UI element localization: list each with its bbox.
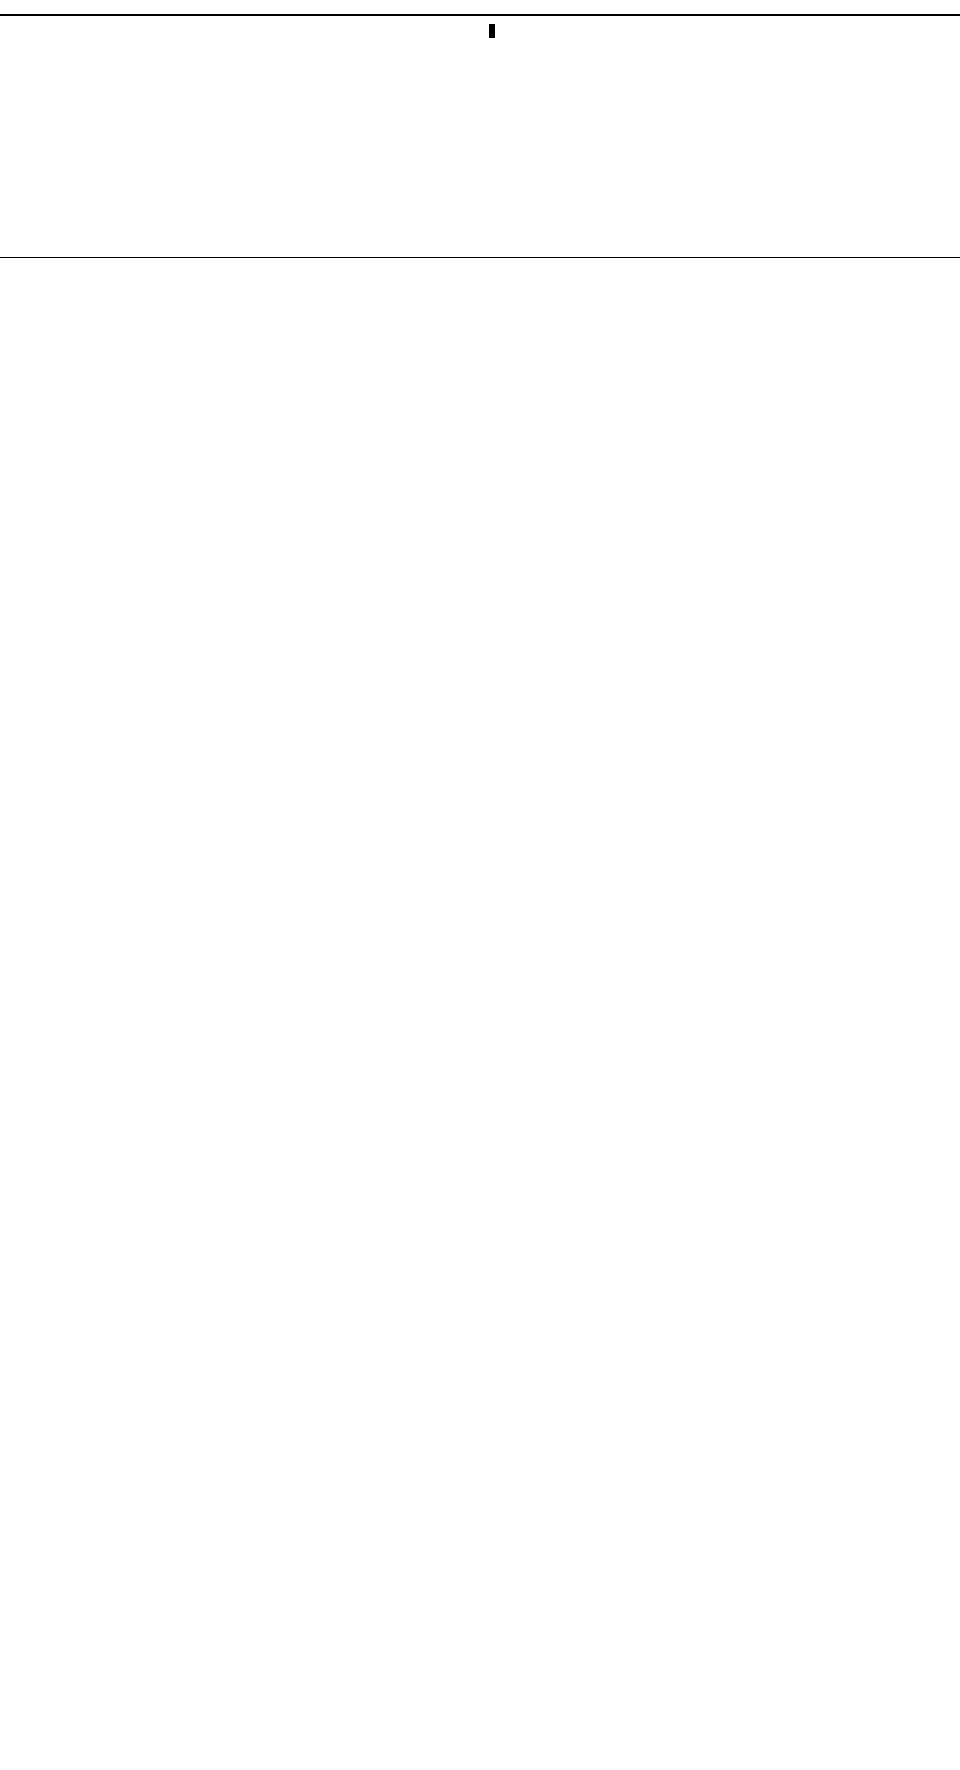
headline-text	[489, 24, 495, 38]
main-headline	[364, 21, 620, 59]
masthead	[0, 0, 960, 16]
top-section	[0, 18, 960, 258]
